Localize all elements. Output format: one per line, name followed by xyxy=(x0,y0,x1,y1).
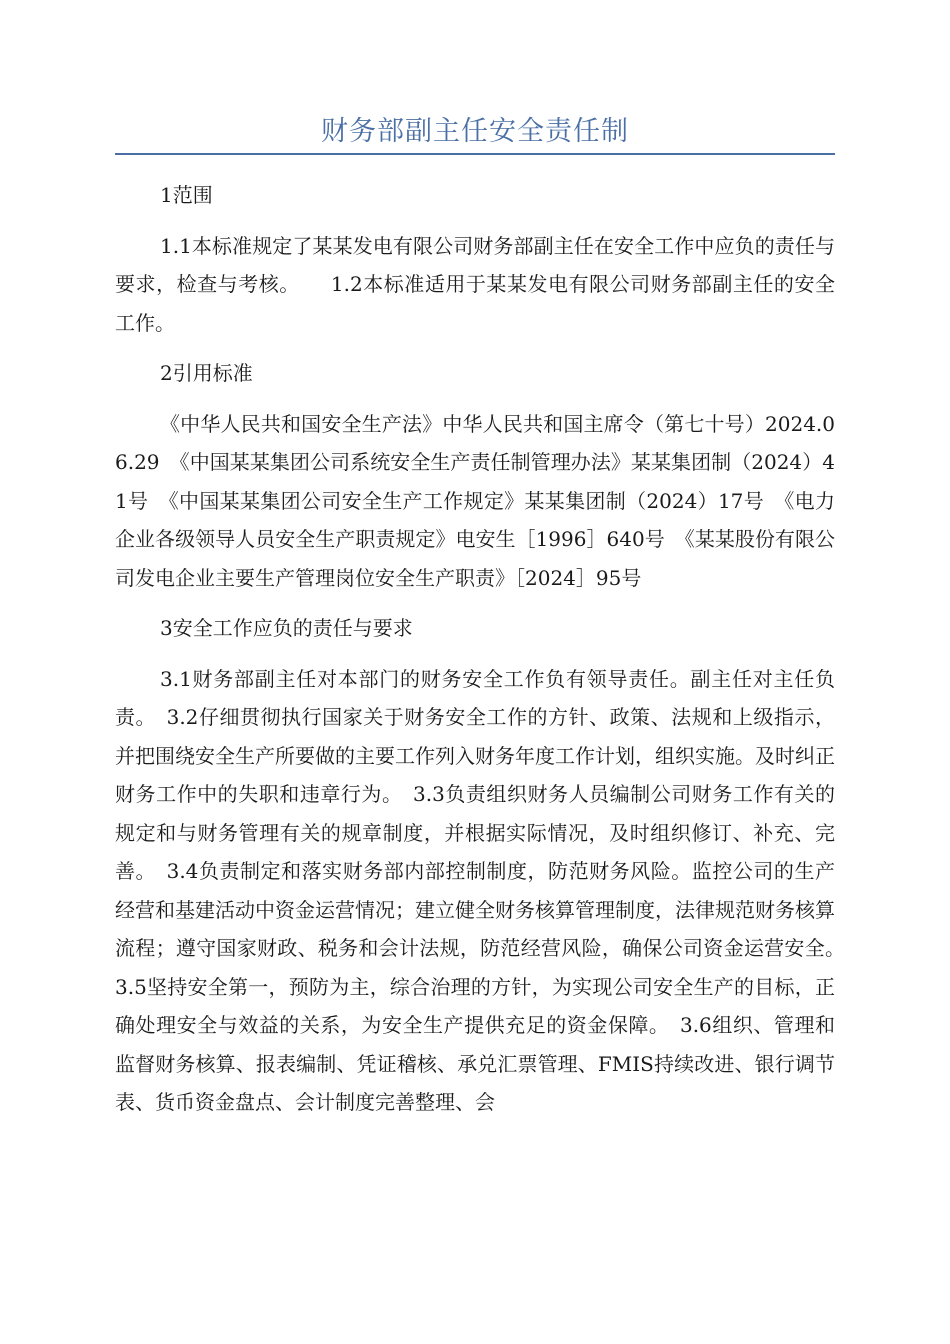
document-title: 财务部副主任安全责任制 xyxy=(321,116,629,147)
paragraph-scope: 1.1本标准规定了某某发电有限公司财务部副主任在安全工作中应负的责任与要求，检查与考核。 1.2本标准适用于某某发电有限公司财务部副主任的安全工作。 xyxy=(115,233,835,335)
section-heading-scope: 1范围 xyxy=(160,183,213,207)
section-heading-responsibilities: 3安全工作应负的责任与要求 xyxy=(160,616,413,640)
document-body xyxy=(115,176,855,1134)
paragraph-responsibilities: 3.1财务部副主任对本部门的财务安全工作负有领导责任。副主任对主任负责。 3.2仔细贯彻执行国家关于财务安全工作的方针、政策、法规和上级指示，并把围绕安全生产所要做的主要工作列入财务年度工作计划，组织实施。及时纠正财务工作中的失职和违章行为。 3.3负责组织财务人员编制公司财务工作有关的规定和与财务管理有关的规章制度，并根据实际情况，及时组织修订、补充、完善。 3.4负责制定和落实财务部内部控制制度，防范财务风险。监控公司的生产经营和基建活动中资金运营情况；建立健全财务核算管理制度，法律规范财务核算流程；遵守国家财政、税务和会计法规，防范经营风险，确保公司资金运营安全。 3.5坚持安全第一，预防为主，综合治理的方针，为实现公司安全生产的目标，正确处理安全与效益的关系，为安全生产提供充足的资金保障。 3.6组织、管理和监督财务核算、报表编制、凭证稽核、承兑汇票管理、FMIS持续改进、银行调节表、货币资金盘点、会计制度完善整理、会 xyxy=(115,666,855,1114)
title-underline xyxy=(115,153,835,155)
section-heading-references: 2引用标准 xyxy=(160,361,253,385)
paragraph-references: 《中华人民共和国安全生产法》中华人民共和国主席令（第七十号）2024.06.29 《中国某某集团公司系统安全生产责任制管理办法》某某集团制（2024）41号 《中国某某集团公司安全生产工作规定》某某集团制（2024）17号 《电力企业各级领导人员安全生产职责规定》电安生［1996］640号 《某某股份有限公司发电企业主要生产管理岗位安全生产职责》［2024］95号 xyxy=(115,411,835,590)
